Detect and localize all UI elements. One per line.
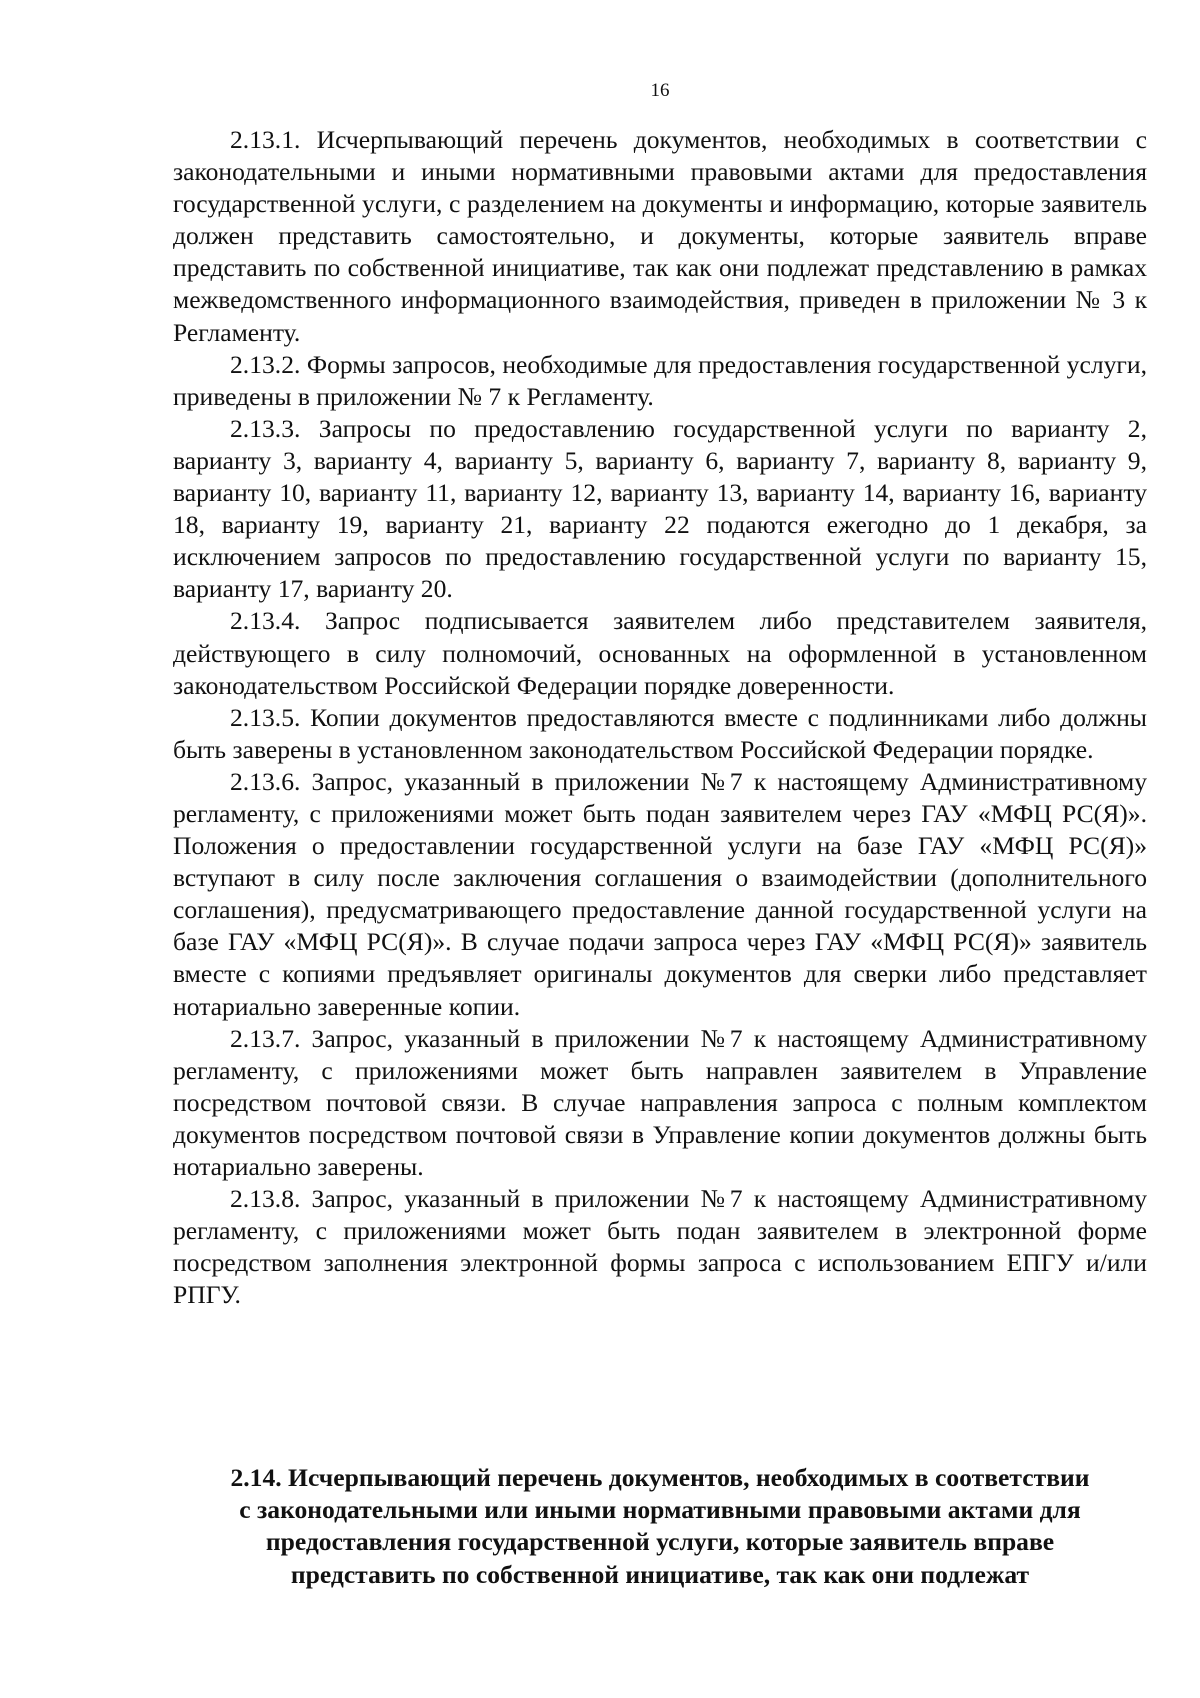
paragraph-2-13-7: 2.13.7. Запрос, указанный в приложении №7 к настоящему Административному регламенту, с приложениями может быть направлен заявителем в Управление посредством почтовой связи. В случае направления запроса с полным комплектом документов посредством почтовой связи в Управление копии документов должны быть нотариально заверены.: [173, 1023, 1147, 1181]
heading-line: предоставления государственной услуги, которые заявитель вправе: [265, 1527, 1055, 1557]
section-heading-2-14: [173, 1462, 1147, 1591]
paragraph-2-13-5: 2.13.5. Копии документов предоставляются вместе с подлинниками либо должны быть заверены в установленном законодательством Российской Федерации порядке.: [173, 702, 1147, 764]
paragraph-2-13-6: 2.13.6. Запрос, указанный в приложении №7 к настоящему Административному регламенту, с приложениями может быть подан заявителем через ГАУ «МФЦ РС(Я)». Положения о предоставлении государственной услуги на базе ГАУ «МФЦ РС(Я)» вступают в силу после заключения соглашения о взаимодействии (дополнительного соглашения), предусматривающего предоставление данной государственной услуги на базе ГАУ «МФЦ РС(Я)». В случае подачи запроса через ГАУ «МФЦ РС(Я)» заявитель вместе с копиями предъявляет оригиналы документов для сверки либо представляет нотариально заверенные копии.: [173, 766, 1147, 1021]
page-number: 16: [650, 80, 670, 101]
heading-line: 2.14. Исчерпывающий перечень документов, необходимых в соответствии: [230, 1463, 1090, 1492]
body-text: [173, 124, 1147, 1311]
paragraph-2-13-1: 2.13.1. Исчерпывающий перечень документов, необходимых в соответствии с законодательными и иными нормативными правовыми актами для предоставления государственной услуги, с разделением на документы и информацию, которые заявитель должен представить самостоятельно, и документы, которые заявитель вправе представить по собственной инициативе, так как они подлежат представлению в рамках межведомственного информационного взаимодействия, приведен в приложении № 3 к Регламенту.: [173, 125, 1147, 347]
paragraph-2-13-3: 2.13.3. Запросы по предоставлению государственной услуги по варианту 2, варианту 3, варианту 4, варианту 5, варианту 6, варианту 7, варианту 8, варианту 9, варианту 10, варианту 11, варианту 12, варианту 13, варианту 14, варианту 16, варианту 18, варианту 19, варианту 21, варианту 22 подаются ежегодно до 1 декабря, за исключением запросов по предоставлению государственной услуги по варианту 15, варианту 17, варианту 20.: [173, 413, 1147, 604]
heading-line: с законодательными или иными нормативными правовыми актами для: [239, 1495, 1081, 1525]
paragraph-2-13-2: 2.13.2. Формы запросов, необходимые для предоставления государственной услуги, приведены в приложении № 7 к Регламенту.: [173, 349, 1147, 411]
paragraph-2-13-8: 2.13.8. Запрос, указанный в приложении №7 к настоящему Административному регламенту, с приложениями может быть подан заявителем в электронной форме посредством заполнения электронной формы запроса с использованием ЕПГУ и/или РПГУ.: [173, 1184, 1147, 1310]
heading-line: представить по собственной инициативе, так как они подлежат: [290, 1559, 1030, 1589]
paragraph-2-13-4: 2.13.4. Запрос подписывается заявителем либо представителем заявителя, действующего в силу полномочий, основанных на оформленной в установленном законодательством Российской Федерации порядке доверенности.: [173, 606, 1147, 700]
